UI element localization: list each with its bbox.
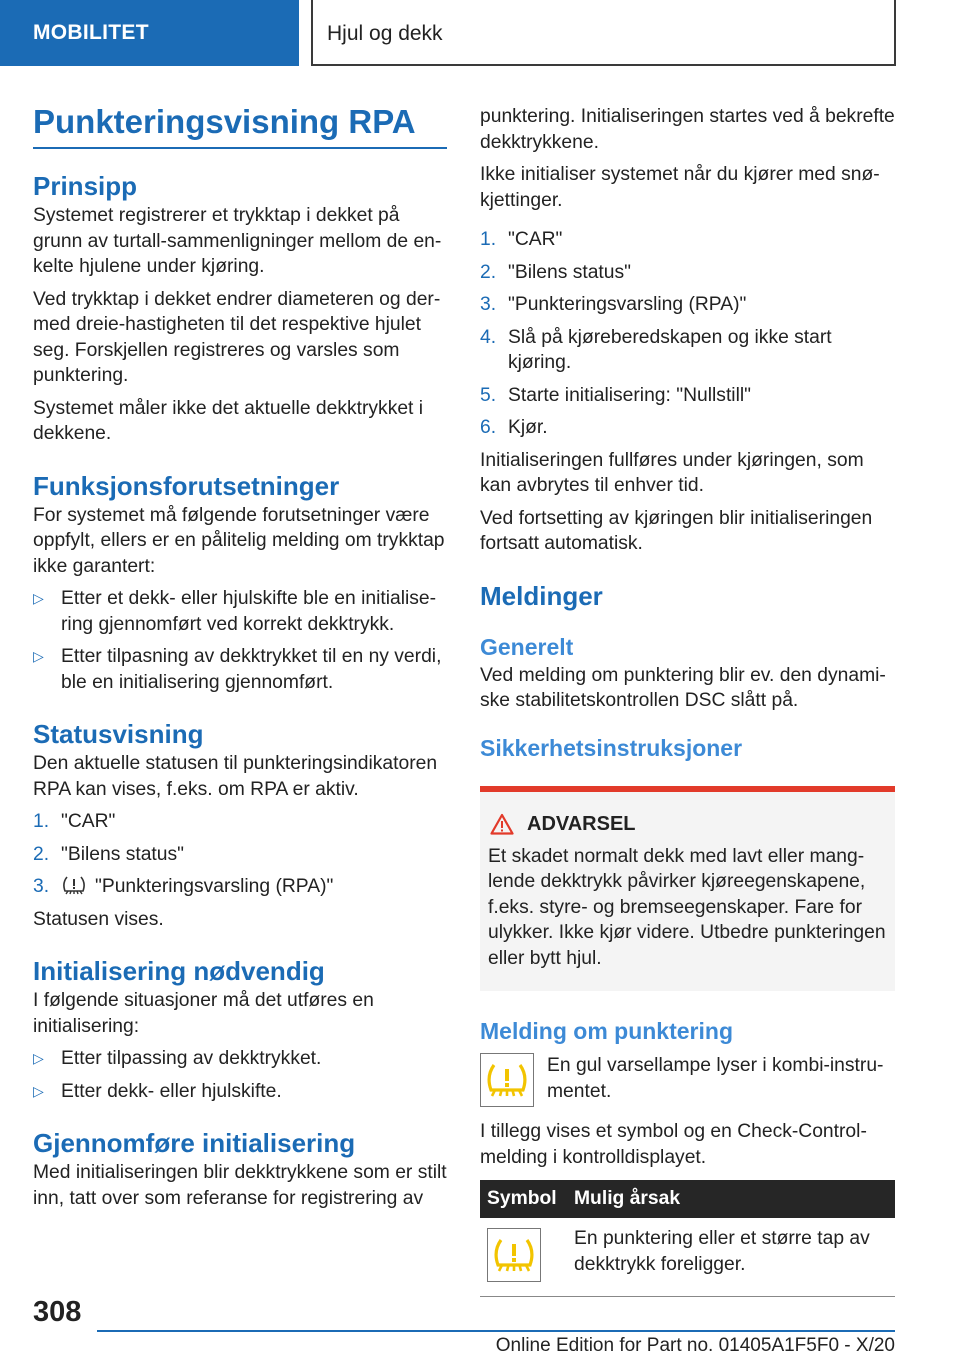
chapter-title: Hjul og dekk <box>311 0 896 66</box>
list-item: ▷ Etter tilpassing av dekktrykket. <box>33 1046 447 1072</box>
tpms-icon <box>61 874 87 896</box>
init-needed-intro: I følgende situasjoner må det utføres en initialisering: <box>33 990 374 1037</box>
heading-init-needed: Initialisering nødvendig <box>33 956 325 986</box>
triangle-bullet-icon: ▷ <box>33 590 44 606</box>
warning-header <box>488 810 887 838</box>
warning-triangle-icon <box>490 813 514 835</box>
step-item: 5. Starte initialisering: "Nullstill" <box>480 384 752 406</box>
heading-puncture-message: Melding om punktering <box>480 1018 733 1044</box>
general-text: Ved melding om punktering blir ev. den dynamiske stabilitetskontrollen DSC slått på. <box>480 664 886 711</box>
step-item: 1. "CAR" <box>33 811 116 832</box>
step-item: 6. Kjør. <box>480 417 548 438</box>
init-complete-text: Initialiseringen fullføres under kjøringen, som kan avbrytes til enhver tid. <box>480 449 864 496</box>
list-item: ▷ Etter tilpasning av dekktrykket til en ny verdi, ble en initialisering gjennomført. <box>33 646 442 693</box>
triangle-bullet-icon: ▷ <box>33 648 44 664</box>
status-intro: Den aktuelle statusen til punkteringsindikatoren RPA kan vises, f.eks. om RPA er aktiv. <box>33 753 438 800</box>
footer-divider <box>97 1330 895 1332</box>
principle-p2: Ved trykktap i dekket endrer diameteren og dermed dreie-hastigheten til det respektive hjulet seg. Forskjellen registreres og varsles som punktering. <box>33 288 441 386</box>
step-item: 3. "Punkteringsvarsling (RPA)" <box>480 294 747 315</box>
edition-text: Online Edition for Part no. 01405A1F5F0 - X/20 <box>495 1335 895 1356</box>
heading-principle: Prinsipp <box>33 171 138 201</box>
page-title: Punkteringsvisning RPA <box>33 100 447 149</box>
check-control-text: I tillegg vises et symbol og en Check-Control-melding i kontrolldisplayet. <box>480 1121 867 1168</box>
heading-requirements: Funksjonsforutsetninger <box>33 470 340 501</box>
triangle-bullet-icon: ▷ <box>33 1050 44 1066</box>
warning-lamp-text: En gul varsellampe lyser i kombi-instrumentet. <box>547 1055 884 1102</box>
symbol-table <box>480 1180 895 1297</box>
heading-messages: Meldinger <box>480 580 603 611</box>
warning-lamp-row <box>480 1053 895 1111</box>
triangle-bullet-icon: ▷ <box>33 1082 44 1099</box>
heading-status: Statusvisning <box>33 719 204 749</box>
tpms-symbol-icon <box>487 1228 541 1282</box>
right-column <box>480 104 895 1297</box>
continued-text: punktering. Initialiseringen startes ved å bekrefte dekktrykkene. <box>480 106 895 153</box>
table-header-symbol: Symbol <box>480 1180 567 1218</box>
step-item: 2. "Bilens status" <box>33 843 185 865</box>
requirements-intro: For systemet må følgende forutsetninger være oppfylt, ellers er en pålitelig melding om trykktap ikke garantert: <box>33 504 445 577</box>
table-cell-cause: En punktering eller et større tap av dekktrykk foreligger. <box>567 1218 895 1297</box>
principle-p3: Systemet måler ikke det aktuelle dekktrykket i dekkene. <box>33 397 424 444</box>
warning-box <box>480 786 895 992</box>
principle-p1: Systemet registrerer et trykktap i dekket på grunn av turtall-sammenligninger mellom de enkelte hjulene under kjøring. <box>33 205 442 277</box>
table-header-row <box>480 1180 895 1218</box>
page-number: 308 <box>33 1296 82 1328</box>
table-row <box>480 1218 895 1297</box>
table-cell-symbol <box>480 1218 567 1297</box>
left-column <box>33 100 447 1218</box>
table-header-cause: Mulig årsak <box>567 1180 895 1218</box>
list-item: ▷ Etter dekk- eller hjulskifte. <box>33 1079 447 1105</box>
step-item: 1. "CAR" <box>480 229 563 250</box>
warning-title: ADVARSEL <box>527 812 636 835</box>
heading-safety: Sikkerhetsinstruksjoner <box>480 734 743 761</box>
page-header <box>0 0 960 66</box>
heading-perform-init: Gjennomføre initialisering <box>33 1128 356 1158</box>
status-outro: Statusen vises. <box>33 908 164 930</box>
step-item: 2. "Bilens status" <box>480 261 632 283</box>
list-item: ▷ Etter et dekk- eller hjulskifte ble en initialisering gjennomført ved korrekt dekktrykk. <box>33 588 437 635</box>
section-tab: MOBILITET <box>0 0 299 66</box>
heading-general: Generelt <box>480 633 574 660</box>
tpms-warning-lamp-icon <box>480 1053 534 1107</box>
snow-chain-note: Ikke initialiser systemet når du kjører med snøkjettinger. <box>480 164 880 211</box>
perform-p1: Med initialiseringen blir dekktrykkene som er stilt inn, tatt over som referanse for registrering av <box>33 1162 447 1209</box>
step-item: 4. Slå på kjøreberedskapen og ikke start kjøring. <box>480 326 832 373</box>
init-continue-text: Ved fortsetting av kjøringen blir initialiseringen fortsatt automatisk. <box>480 507 873 554</box>
warning-text: Et skadet normalt dekk med lavt eller manglende dekktrykk påvirker kjøreegenskapene, f.eks. styre- og bremseegenskaper. Fare for ulykker. Ikke kjør videre. Utbedre punkteringen eller bytt hjul. <box>488 845 886 969</box>
step-item: 3. "Punkteringsvarsling (RPA)" <box>33 876 334 897</box>
